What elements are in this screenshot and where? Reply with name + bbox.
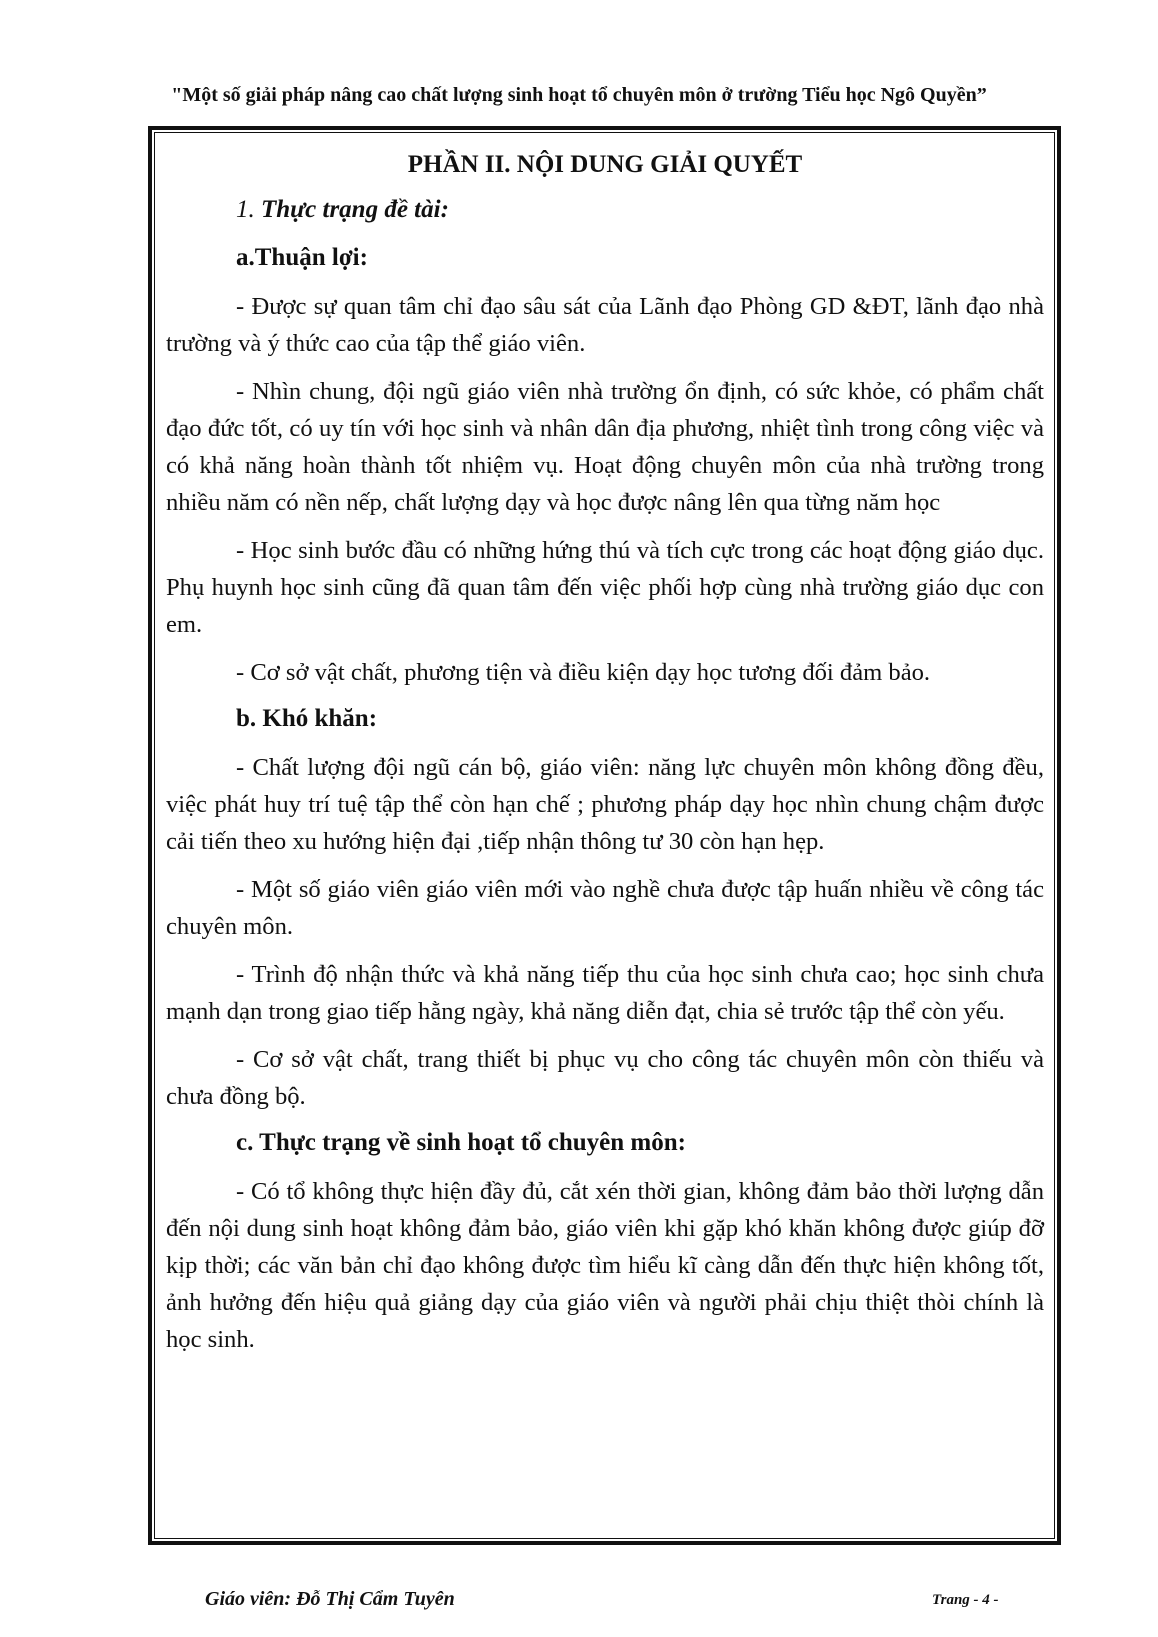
paragraph: - Nhìn chung, đội ngũ giáo viên nhà trường ổn định, có sức khỏe, có phẩm chất đạo đức tốt, có uy tín với học sinh và nhân dân địa phương, nhiệt tình trong công việc và có khả năng hoàn thành tốt nhiệm vụ. Hoạt động chuyên môn của nhà trường trong nhiều năm có nền nếp, chất lượng dạy và học được nâng lên qua từng năm học bbox=[166, 378, 1044, 516]
paragraph: - Cơ sở vật chất, phương tiện và điều kiện dạy học tương đối đảm bảo. bbox=[236, 659, 931, 686]
paragraph: - Được sự quan tâm chỉ đạo sâu sát của Lãnh đạo Phòng GD &ĐT, lãnh đạo nhà trường và ý thức cao của tập thể giáo viên. bbox=[166, 293, 1044, 357]
section-number: 1. bbox=[236, 196, 261, 223]
paragraph: - Cơ sở vật chất, trang thiết bị phục vụ cho công tác chuyên môn còn thiếu và chưa đồng bộ. bbox=[166, 1046, 1044, 1110]
page-title: PHẦN II. NỘI DUNG GIẢI QUYẾT bbox=[407, 151, 803, 178]
footer-page-number: Trang - 4 - bbox=[932, 1592, 999, 1608]
paragraph: - Trình độ nhận thức và khả năng tiếp thu của học sinh chưa cao; học sinh chưa mạnh dạn trong giao tiếp hằng ngày, khả năng diễn đạt, chia sẻ trước tập thể còn yếu. bbox=[166, 961, 1044, 1025]
subheading-current-status: c. Thực trạng về sinh hoạt tổ chuyên môn: bbox=[236, 1129, 686, 1156]
footer-teacher: Giáo viên: Đỗ Thị Cẩm Tuyên bbox=[205, 1588, 455, 1610]
section-heading bbox=[166, 193, 1044, 227]
paragraph: - Có tổ không thực hiện đầy đủ, cắt xén thời gian, không đảm bảo thời lượng dẫn đến nội dung sinh hoạt không đảm bảo, giáo viên khi gặp khó khăn không được giúp đỡ kịp thời; các văn bản chỉ đạo không được tìm hiểu kĩ càng dẫn đến thực hiện không tốt, ảnh hưởng đến hiệu quả giảng dạy của giáo viên và người phải chịu thiệt thòi chính là học sinh. bbox=[166, 1178, 1044, 1353]
subheading-difficulties: b. Khó khăn: bbox=[236, 705, 378, 732]
running-header: "Một số giải pháp nâng cao chất lượng sinh hoạt tổ chuyên môn ở trường Tiểu học Ngô Quyền” bbox=[171, 84, 987, 106]
paragraph: - Học sinh bước đầu có những hứng thú và tích cực trong các hoạt động giáo dục. Phụ huynh học sinh cũng đã quan tâm đến việc phối hợp cùng nhà trường giáo dục con em. bbox=[166, 537, 1044, 638]
paragraph: - Một số giáo viên giáo viên mới vào nghề chưa được tập huấn nhiều về công tác chuyên môn. bbox=[166, 876, 1044, 940]
page-content bbox=[166, 148, 1044, 1369]
section-label: Thực trạng đề tài: bbox=[261, 196, 449, 223]
paragraph: - Chất lượng đội ngũ cán bộ, giáo viên: năng lực chuyên môn không đồng đều, việc phát huy trí tuệ tập thể còn hạn chế ; phương pháp dạy học nhìn chung chậm được cải tiến theo xu hướng hiện đại ,tiếp nhận thông tư 30 còn hạn hẹp. bbox=[166, 754, 1044, 855]
subheading-advantages: a.Thuận lợi: bbox=[236, 244, 368, 271]
